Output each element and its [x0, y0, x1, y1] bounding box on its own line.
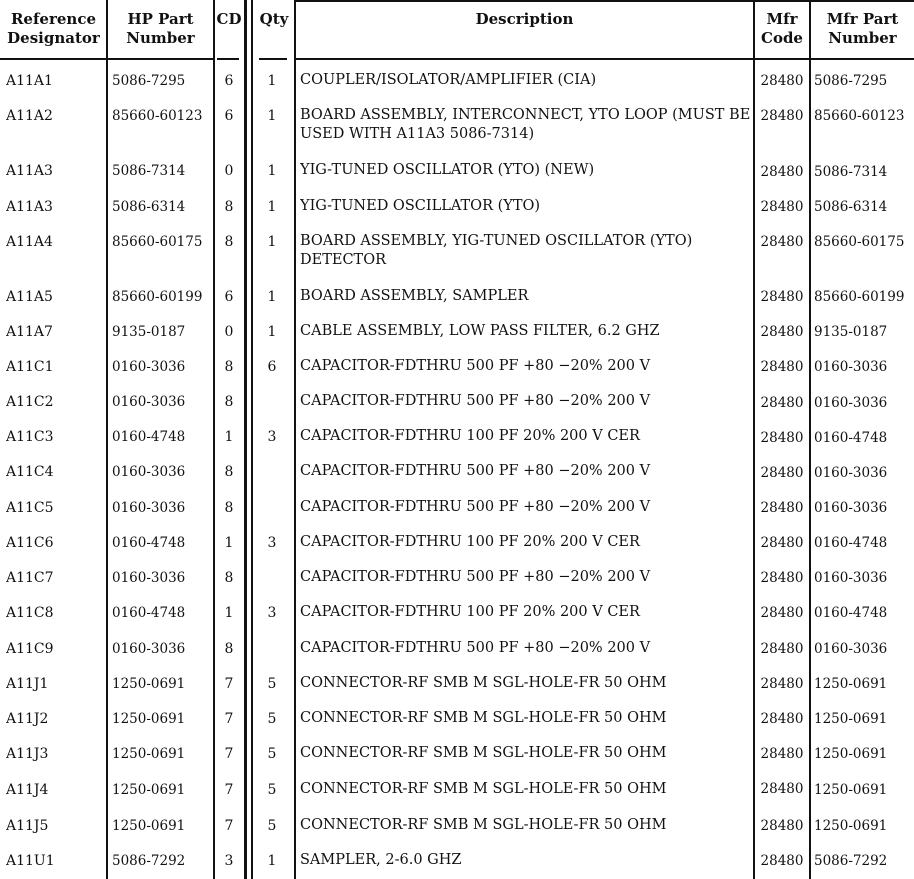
description: CONNECTOR-RF SMB M SGL-HOLE-FR 50 OHM — [300, 710, 667, 726]
description: CAPACITOR-FDTHRU 500 PF +80 −20% 200 V — [300, 640, 651, 656]
mfr-code: 28480 — [760, 781, 804, 797]
quantity: 6 — [267, 359, 277, 375]
hp-part-number: 0160-4748 — [112, 535, 186, 551]
check-digit: 6 — [224, 108, 234, 124]
reference-designator: A11C4 — [6, 464, 54, 480]
header-mfr-code — [755, 10, 809, 48]
reference-designator: A11C2 — [6, 394, 54, 410]
check-digit: 1 — [224, 605, 234, 621]
quantity: 5 — [267, 782, 277, 798]
column-rule — [244, 0, 247, 879]
mfr-code: 28480 — [760, 711, 804, 727]
reference-designator: A11J3 — [6, 746, 49, 762]
hp-part-number: 5086-7295 — [112, 73, 186, 89]
mfr-code: 28480 — [760, 676, 804, 692]
mfr-code: 28480 — [760, 605, 804, 621]
description: CAPACITOR-FDTHRU 500 PF +80 −20% 200 V — [300, 499, 651, 515]
hp-part-number: 1250-0691 — [112, 711, 186, 727]
header-rule — [0, 58, 107, 60]
mfr-part-number: 0160-3036 — [814, 359, 888, 375]
mfr-code: 28480 — [760, 108, 804, 124]
quantity: 5 — [267, 711, 277, 727]
header-rule — [217, 58, 239, 60]
mfr-part-number: 0160-4748 — [814, 430, 888, 446]
hp-part-number: 85660-60123 — [112, 108, 203, 124]
check-digit: 7 — [224, 711, 234, 727]
header-rule — [755, 58, 809, 60]
mfr-part-number: 1250-0691 — [814, 818, 888, 834]
hp-part-number: 0160-4748 — [112, 429, 186, 445]
description: YIG-TUNED OSCILLATOR (YTO) (NEW) — [300, 162, 595, 178]
description: CAPACITOR-FDTHRU 100 PF 20% 200 V CER — [300, 428, 640, 444]
mfr-part-number: 85660-60199 — [814, 289, 905, 305]
reference-designator: A11C8 — [6, 605, 54, 621]
check-digit: 8 — [224, 464, 234, 480]
reference-designator: A11A4 — [6, 234, 53, 250]
hp-part-number: 0160-3036 — [112, 570, 186, 586]
quantity: 5 — [267, 746, 277, 762]
header-rule — [107, 58, 214, 60]
mfr-code: 28480 — [760, 359, 804, 375]
reference-designator: A11A3 — [6, 199, 53, 215]
check-digit: 6 — [224, 73, 234, 89]
quantity: 1 — [267, 199, 277, 215]
description: CONNECTOR-RF SMB M SGL-HOLE-FR 50 OHM — [300, 745, 667, 761]
column-rule — [294, 0, 296, 879]
description: CAPACITOR-FDTHRU 500 PF +80 −20% 200 V — [300, 393, 651, 409]
quantity: 1 — [267, 853, 277, 869]
check-digit: 8 — [224, 234, 234, 250]
check-digit: 3 — [224, 853, 234, 869]
top-rule — [811, 0, 914, 2]
header-mfr-part-number — [811, 10, 914, 48]
reference-designator: A11A1 — [6, 73, 53, 89]
hp-part-number: 85660-60175 — [112, 234, 203, 250]
quantity: 1 — [267, 163, 277, 179]
header-qty — [253, 10, 295, 29]
reference-designator: A11A7 — [6, 324, 53, 340]
hp-part-number: 1250-0691 — [112, 676, 186, 692]
mfr-code: 28480 — [760, 164, 804, 180]
mfr-part-number: 0160-3036 — [814, 570, 888, 586]
reference-designator: A11J2 — [6, 711, 49, 727]
quantity: 5 — [267, 676, 277, 692]
quantity: 1 — [267, 324, 277, 340]
mfr-code: 28480 — [760, 395, 804, 411]
reference-designator: A11A3 — [6, 163, 53, 179]
hp-part-number: 5086-7292 — [112, 853, 186, 869]
mfr-code: 28480 — [760, 430, 804, 446]
check-digit: 7 — [224, 782, 234, 798]
description: CONNECTOR-RF SMB M SGL-HOLE-FR 50 OHM — [300, 817, 667, 833]
reference-designator: A11C6 — [6, 535, 54, 551]
hp-part-number: 5086-6314 — [112, 199, 186, 215]
hp-part-number: 9135-0187 — [112, 324, 186, 340]
mfr-part-number: 1250-0691 — [814, 676, 888, 692]
check-digit: 8 — [224, 641, 234, 657]
mfr-code: 28480 — [760, 289, 804, 305]
description: CAPACITOR-FDTHRU 100 PF 20% 200 V CER — [300, 604, 640, 620]
mfr-code: 28480 — [760, 500, 804, 516]
header-line: Qty — [259, 10, 289, 28]
mfr-code: 28480 — [760, 324, 804, 340]
mfr-part-number: 0160-4748 — [814, 535, 888, 551]
check-digit: 8 — [224, 199, 234, 215]
hp-part-number: 0160-4748 — [112, 605, 186, 621]
quantity: 5 — [267, 818, 277, 834]
check-digit: 7 — [224, 818, 234, 834]
mfr-code: 28480 — [760, 570, 804, 586]
check-digit: 6 — [224, 289, 234, 305]
header-reference-designator — [0, 10, 107, 48]
description: CAPACITOR-FDTHRU 500 PF +80 −20% 200 V — [300, 569, 651, 585]
mfr-code: 28480 — [760, 73, 804, 89]
description: CAPACITOR-FDTHRU 500 PF +80 −20% 200 V — [300, 358, 651, 374]
header-line: HP Part — [127, 10, 194, 28]
description: CONNECTOR-RF SMB M SGL-HOLE-FR 50 OHM — [300, 675, 667, 691]
hp-part-number: 0160-3036 — [112, 394, 186, 410]
mfr-code: 28480 — [760, 535, 804, 551]
description: BOARD ASSEMBLY, YIG-TUNED OSCILLATOR (YTO) DETECTOR — [300, 233, 693, 268]
mfr-part-number: 5086-7292 — [814, 853, 888, 869]
hp-part-number: 1250-0691 — [112, 782, 186, 798]
mfr-code: 28480 — [760, 199, 804, 215]
description: CAPACITOR-FDTHRU 500 PF +80 −20% 200 V — [300, 463, 651, 479]
mfr-code: 28480 — [760, 746, 804, 762]
mfr-part-number: 1250-0691 — [814, 746, 888, 762]
mfr-code: 28480 — [760, 465, 804, 481]
mfr-code: 28480 — [760, 234, 804, 250]
mfr-part-number: 5086-6314 — [814, 199, 888, 215]
mfr-part-number: 85660-60175 — [814, 234, 905, 250]
check-digit: 7 — [224, 676, 234, 692]
description: SAMPLER, 2-6.0 GHZ — [300, 852, 462, 868]
check-digit: 8 — [224, 359, 234, 375]
description: YIG-TUNED OSCILLATOR (YTO) — [300, 198, 541, 214]
reference-designator: A11J5 — [6, 818, 49, 834]
header-rule — [811, 58, 914, 60]
header-line: Designator — [7, 29, 100, 47]
hp-part-number: 0160-3036 — [112, 641, 186, 657]
column-rule — [106, 0, 108, 879]
header-line: Reference — [10, 10, 97, 28]
header-line: Description — [475, 10, 574, 28]
header-cd — [214, 10, 244, 29]
mfr-part-number: 85660-60123 — [814, 108, 905, 124]
header-line: Number — [828, 29, 897, 47]
quantity: 1 — [267, 108, 277, 124]
reference-designator: A11J4 — [6, 782, 49, 798]
hp-part-number: 0160-3036 — [112, 359, 186, 375]
reference-designator: A11C5 — [6, 500, 54, 516]
mfr-part-number: 0160-3036 — [814, 641, 888, 657]
check-digit: 8 — [224, 570, 234, 586]
check-digit: 0 — [224, 324, 234, 340]
quantity: 3 — [267, 429, 277, 445]
mfr-part-number: 0160-3036 — [814, 465, 888, 481]
mfr-code: 28480 — [760, 641, 804, 657]
header-line: Code — [761, 29, 803, 47]
quantity: 3 — [267, 535, 277, 551]
header-line: Mfr — [766, 10, 798, 28]
check-digit: 8 — [224, 394, 234, 410]
header-line: CD — [216, 10, 242, 28]
reference-designator: A11U1 — [6, 853, 55, 869]
description: BOARD ASSEMBLY, INTERCONNECT, YTO LOOP (MUST BE USED WITH A11A3 5086-7314) — [300, 107, 751, 142]
check-digit: 0 — [224, 163, 234, 179]
quantity: 1 — [267, 73, 277, 89]
quantity: 1 — [267, 289, 277, 305]
hp-part-number: 0160-3036 — [112, 500, 186, 516]
top-rule — [296, 0, 753, 2]
check-digit: 8 — [224, 500, 234, 516]
header-line: Mfr Part — [826, 10, 899, 28]
hp-part-number: 5086-7314 — [112, 163, 186, 179]
hp-part-number: 1250-0691 — [112, 746, 186, 762]
hp-part-number: 0160-3036 — [112, 464, 186, 480]
top-rule — [755, 0, 809, 2]
quantity: 3 — [267, 605, 277, 621]
check-digit: 1 — [224, 429, 234, 445]
description: CONNECTOR-RF SMB M SGL-HOLE-FR 50 OHM — [300, 781, 667, 797]
header-rule — [296, 58, 753, 60]
quantity: 1 — [267, 234, 277, 250]
reference-designator: A11C3 — [6, 429, 54, 445]
description: CAPACITOR-FDTHRU 100 PF 20% 200 V CER — [300, 534, 640, 550]
description: CABLE ASSEMBLY, LOW PASS FILTER, 6.2 GHZ — [300, 323, 660, 339]
hp-part-number: 85660-60199 — [112, 289, 203, 305]
reference-designator: A11C7 — [6, 570, 54, 586]
hp-part-number: 1250-0691 — [112, 818, 186, 834]
mfr-part-number: 0160-4748 — [814, 605, 888, 621]
mfr-part-number: 1250-0691 — [814, 782, 888, 798]
mfr-part-number: 1250-0691 — [814, 711, 888, 727]
header-rule — [259, 58, 287, 60]
mfr-part-number: 9135-0187 — [814, 324, 888, 340]
mfr-part-number: 0160-3036 — [814, 500, 888, 516]
mfr-part-number: 0160-3036 — [814, 395, 888, 411]
check-digit: 1 — [224, 535, 234, 551]
description: BOARD ASSEMBLY, SAMPLER — [300, 288, 529, 304]
mfr-code: 28480 — [760, 818, 804, 834]
description: COUPLER/ISOLATOR/AMPLIFIER (CIA) — [300, 72, 597, 88]
header-line: Number — [126, 29, 195, 47]
mfr-part-number: 5086-7314 — [814, 164, 888, 180]
check-digit: 7 — [224, 746, 234, 762]
reference-designator: A11J1 — [6, 676, 49, 692]
header-description — [296, 10, 753, 29]
mfr-part-number: 5086-7295 — [814, 73, 888, 89]
header-hp-part-number — [107, 10, 214, 48]
reference-designator: A11C9 — [6, 641, 54, 657]
reference-designator: A11A5 — [6, 289, 53, 305]
reference-designator: A11C1 — [6, 359, 54, 375]
mfr-code: 28480 — [760, 853, 804, 869]
reference-designator: A11A2 — [6, 108, 53, 124]
